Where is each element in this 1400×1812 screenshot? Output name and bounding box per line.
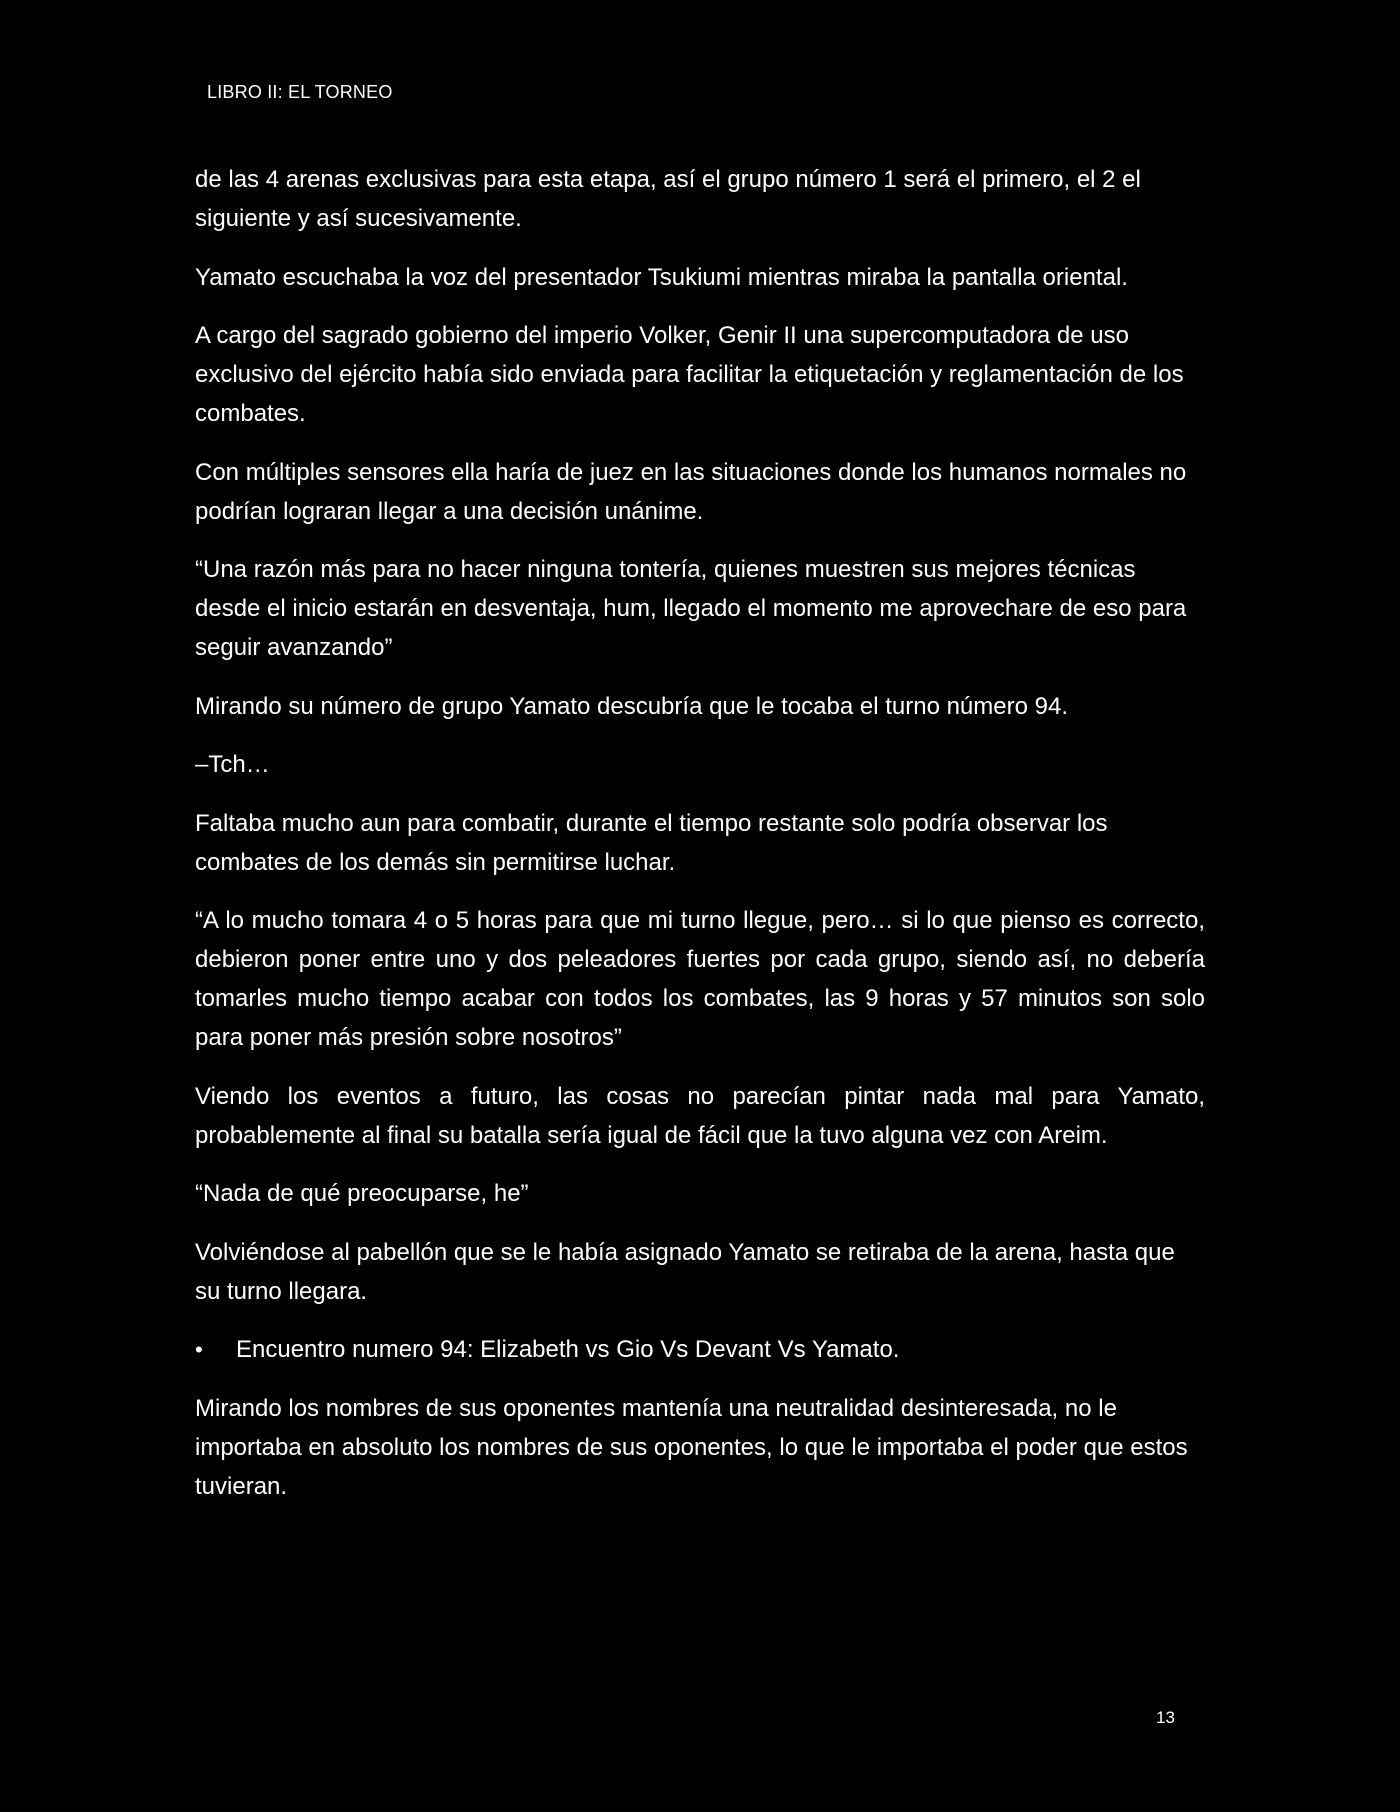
- paragraph: Con múltiples sensores ella haría de juez en las situaciones donde los humanos normales no podrían lograran llegar a una decisión unánime.: [195, 458, 1187, 525]
- paragraph: Mirando los nombres de sus oponentes mantenía una neutralidad desinteresada, no le importaba en absoluto los nombres de sus oponentes, lo que le importaba el poder que estos tuvieran.: [195, 1394, 1188, 1500]
- page-number: 13: [1156, 1708, 1175, 1727]
- paragraph: Viendo los eventos a futuro, las cosas no parecían pintar nada mal para Yamato, probablemente al final su batalla sería igual de fácil que la tuvo alguna vez con Areim.: [195, 1082, 1205, 1149]
- paragraph: “Una razón más para no hacer ninguna tontería, quienes muestren sus mejores técnicas desde el inicio estarán en desventaja, hum, llegado el momento me aprovechare de eso para seguir avanzando”: [195, 556, 1187, 661]
- bullet-icon: •: [195, 1337, 203, 1362]
- paragraph: Volviéndose al pabellón que se le había asignado Yamato se retiraba de la arena, hasta que su turno llegara.: [195, 1238, 1175, 1305]
- dialogue-line: “Nada de qué preocuparse, he”: [195, 1180, 529, 1207]
- paragraph: “A lo mucho tomara 4 o 5 horas para que mi turno llegue, pero… si lo que pienso es correcto, debieron poner entre uno y dos peleadores fuertes por cada grupo, siendo así, no debería tomarles mucho tiempo acabar con todos los combates, las 9 horas y 57 minutos son solo para poner más presión sobre nosotros”: [195, 907, 1205, 1051]
- page-body: [195, 160, 1205, 1525]
- dialogue-line: –Tch…: [195, 751, 270, 778]
- paragraph: de las 4 arenas exclusivas para esta etapa, así el grupo número 1 será el primero, el 2 el siguiente y así sucesivamente.: [195, 166, 1141, 232]
- bullet-list-item: [195, 1330, 1205, 1369]
- paragraph: A cargo del sagrado gobierno del imperio Volker, Genir II una supercomputadora de uso exclusivo del ejército había sido enviada para facilitar la etiquetación y reglamentación de los combates.: [195, 322, 1184, 427]
- paragraph: Mirando su número de grupo Yamato descubría que le tocaba el turno número 94.: [195, 692, 1068, 720]
- paragraph: Yamato escuchaba la voz del presentador Tsukiumi mientras miraba la pantalla oriental.: [195, 263, 1128, 291]
- paragraph: Faltaba mucho aun para combatir, durante el tiempo restante solo podría observar los combates de los demás sin permitirse luchar.: [195, 809, 1108, 876]
- bullet-text: Encuentro numero 94: Elizabeth vs Gio Vs Devant Vs Yamato.: [236, 1336, 900, 1363]
- running-header: LIBRO II: EL TORNEO: [207, 82, 393, 102]
